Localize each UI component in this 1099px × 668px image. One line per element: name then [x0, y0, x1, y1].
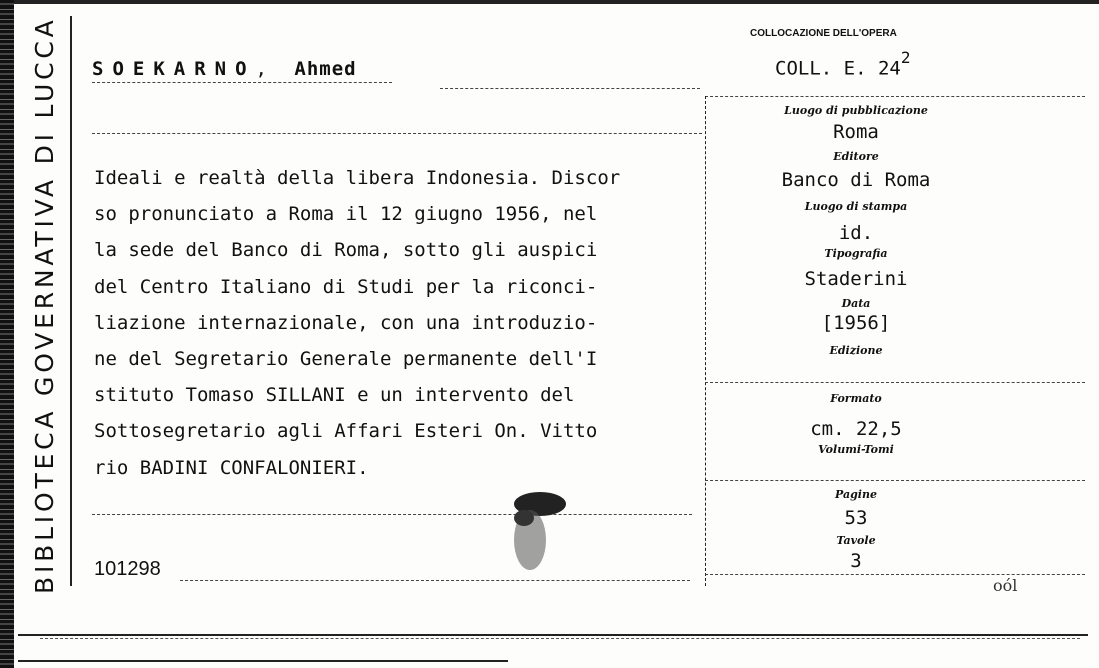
value-tavole: 3 — [850, 550, 862, 572]
label-data: Data — [841, 297, 871, 310]
description-line: Sottosegretario agli Affari Esteri On. Vitto — [94, 420, 598, 443]
dotted-rule — [705, 382, 1085, 383]
panel-divider — [705, 96, 706, 586]
handwritten-margin-note: oól — [993, 576, 1018, 595]
inventory-number: 101298 — [94, 558, 161, 580]
bottom-rule — [18, 634, 1088, 636]
value-tipografia: Staderini — [804, 268, 908, 290]
card-left-edge — [0, 0, 14, 668]
description-line: liazione internazionale, con una introduzio- — [94, 311, 598, 334]
value-formato: cm. 22,5 — [810, 418, 902, 440]
description-line: ne del Segretario Generale permanente dell'I — [94, 348, 598, 371]
ink-stamp-mark — [500, 488, 570, 574]
value-luogo-pubblicazione: Roma — [833, 121, 879, 143]
institution-title: BIBLIOTECA GOVERNATIVA DI LUCCA — [30, 16, 59, 594]
dotted-rule — [180, 580, 690, 581]
author-surname: SOEKARNO — [92, 58, 256, 80]
margin-rule — [70, 16, 72, 586]
bottom-rule — [18, 660, 508, 662]
label-volumi: Volumi-Tomi — [818, 443, 894, 456]
collocation-heading: COLLOCAZIONE DELL'OPERA — [750, 28, 897, 39]
dotted-rule — [705, 96, 1085, 97]
description-line: la sede del Banco di Roma, sotto gli auspici — [94, 239, 598, 262]
label-editore: Editore — [833, 150, 879, 163]
dotted-rule — [705, 574, 1085, 575]
description-line: so pronunciato a Roma il 12 giugno 1956, nel — [94, 203, 598, 226]
label-tavole: Tavole — [836, 534, 876, 547]
bottom-rule — [40, 638, 1080, 639]
collocation-superscript: 2 — [900, 48, 911, 67]
author-given-name: Ahmed — [294, 58, 357, 80]
dotted-rule — [92, 514, 692, 515]
label-edizione: Edizione — [829, 344, 883, 357]
value-data: [1956] — [821, 312, 891, 334]
dotted-rule — [92, 82, 392, 83]
collocation-shelfmark: COLL. E. 24 — [775, 57, 901, 80]
value-pagine: 53 — [844, 507, 868, 529]
dotted-rule — [705, 480, 1085, 481]
value-luogo-stampa: id. — [838, 222, 874, 244]
collocation-value — [775, 48, 911, 80]
card-top-edge — [0, 0, 1099, 4]
label-tipografia: Tipografia — [824, 247, 888, 260]
description-line: rio BADINI CONFALONIERI. — [94, 456, 369, 479]
description-line: stituto Tomaso SILLANI e un intervento del — [94, 384, 575, 407]
label-pagine: Pagine — [835, 488, 877, 501]
dotted-rule — [440, 88, 700, 89]
description-line: del Centro Italiano di Studi per la riconci- — [94, 275, 598, 298]
value-editore: Banco di Roma — [781, 169, 931, 191]
label-luogo-stampa: Luogo di stampa — [804, 200, 908, 213]
label-formato: Formato — [830, 392, 882, 405]
title-description — [94, 160, 704, 486]
card-bottom-edge — [0, 628, 1099, 668]
label-luogo-pubblicazione: Luogo di pubblicazione — [784, 104, 928, 117]
description-line: Ideali e realtà della libera Indonesia. Discor — [94, 167, 621, 189]
dotted-rule — [92, 133, 702, 134]
author-heading: SOEKARNO, Ahmed — [92, 58, 357, 80]
